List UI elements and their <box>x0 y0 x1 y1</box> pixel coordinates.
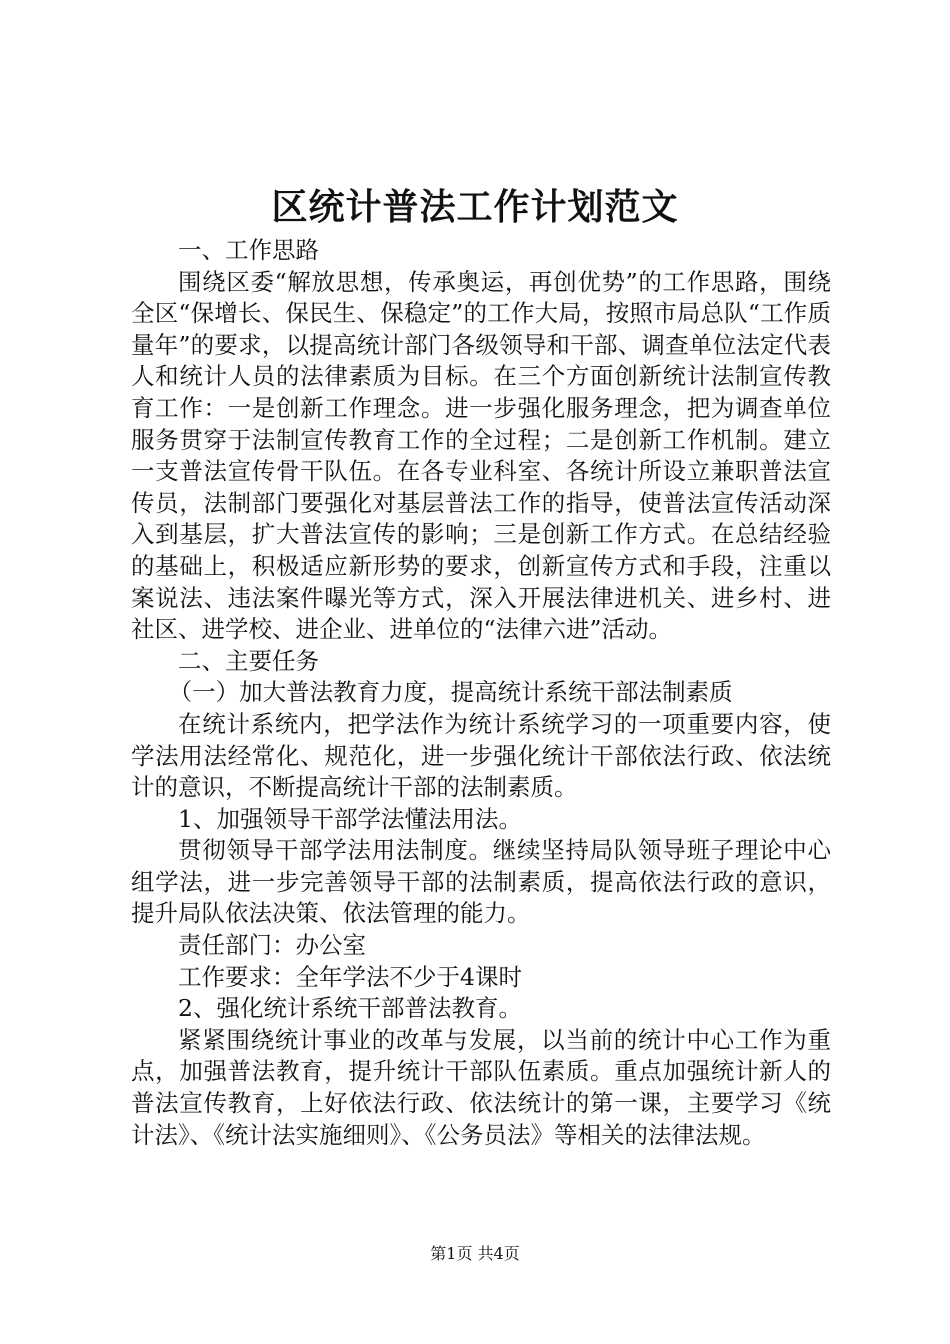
section-heading-1: 一、工作思路 <box>178 236 319 264</box>
paragraph: 围绕区委“解放思想，传承奥运，再创优势”的工作思路，围绕全区“保增长、保民生、保稳定”的工作大局，按照市局总队“工作质量年”的要求，以提高统计部门各级领导和干部、调查单位法定代表人和统计人员的法律素质为目标。在三个方面创新统计法制宣传教育工作：一是创新工作理念。进一步强化服务理念，把为调查单位服务贯穿于法制宣传教育工作的全过程；二是创新工作机制。建立一支普法宣传骨干队伍。在各专业科室、各统计所设立兼职普法宣传员，法制部门要强化对基层普法工作的指导，使普法宣传活动深入到基层，扩大普法宣传的影响；三是创新工作方式。在总结经验的基础上，积极适应新形势的要求，创新宣传方式和手段，注重以案说法、违法案件曝光等方式，深入开展法律进机关、进乡村、进社区、进学校、进企业、进单位的“法律六进”活动。 <box>131 267 831 644</box>
subsection-heading: （一）加大普法教育力度，提高统计系统干部法制素质 <box>168 678 733 707</box>
paragraph: 紧紧围绕统计事业的改革与发展，以当前的统计中心工作为重点，加强普法教育，提升统计干部队伍素质。重点加强统计新人的普法宣传教育，上好依法行政、依法统计的第一课，主要学习《统计法》、《统计法实施细则》、《公务员法》等相关的法律法规。 <box>131 1025 831 1149</box>
work-requirement: 工作要求：全年学法不少于4课时 <box>178 962 522 991</box>
page-number: 第1页 共4页 <box>430 1244 520 1263</box>
item-heading-2: 2、强化统计系统干部普法教育。 <box>178 994 522 1023</box>
item-heading-1: 1、加强领导干部学法懂法用法。 <box>178 804 522 833</box>
paragraph: 在统计系统内，把学法作为统计系统学习的一项重要内容，使学法用法经常化、规范化，进一步强化统计干部依法行政、依法统计的意识，不断提高统计干部的法制素质。 <box>131 709 831 802</box>
document-title: 区统计普法工作计划范文 <box>271 186 679 228</box>
section-heading-2: 二、主要任务 <box>178 646 319 675</box>
responsible-department: 责任部门：办公室 <box>178 931 366 960</box>
document-body <box>131 235 831 1151</box>
paragraph: 贯彻领导干部学法用法制度。继续坚持局队领导班子理论中心组学法，进一步完善领导干部的法制素质，提高依法行政的意识，提升局队依法决策、依法管理的能力。 <box>131 836 831 928</box>
